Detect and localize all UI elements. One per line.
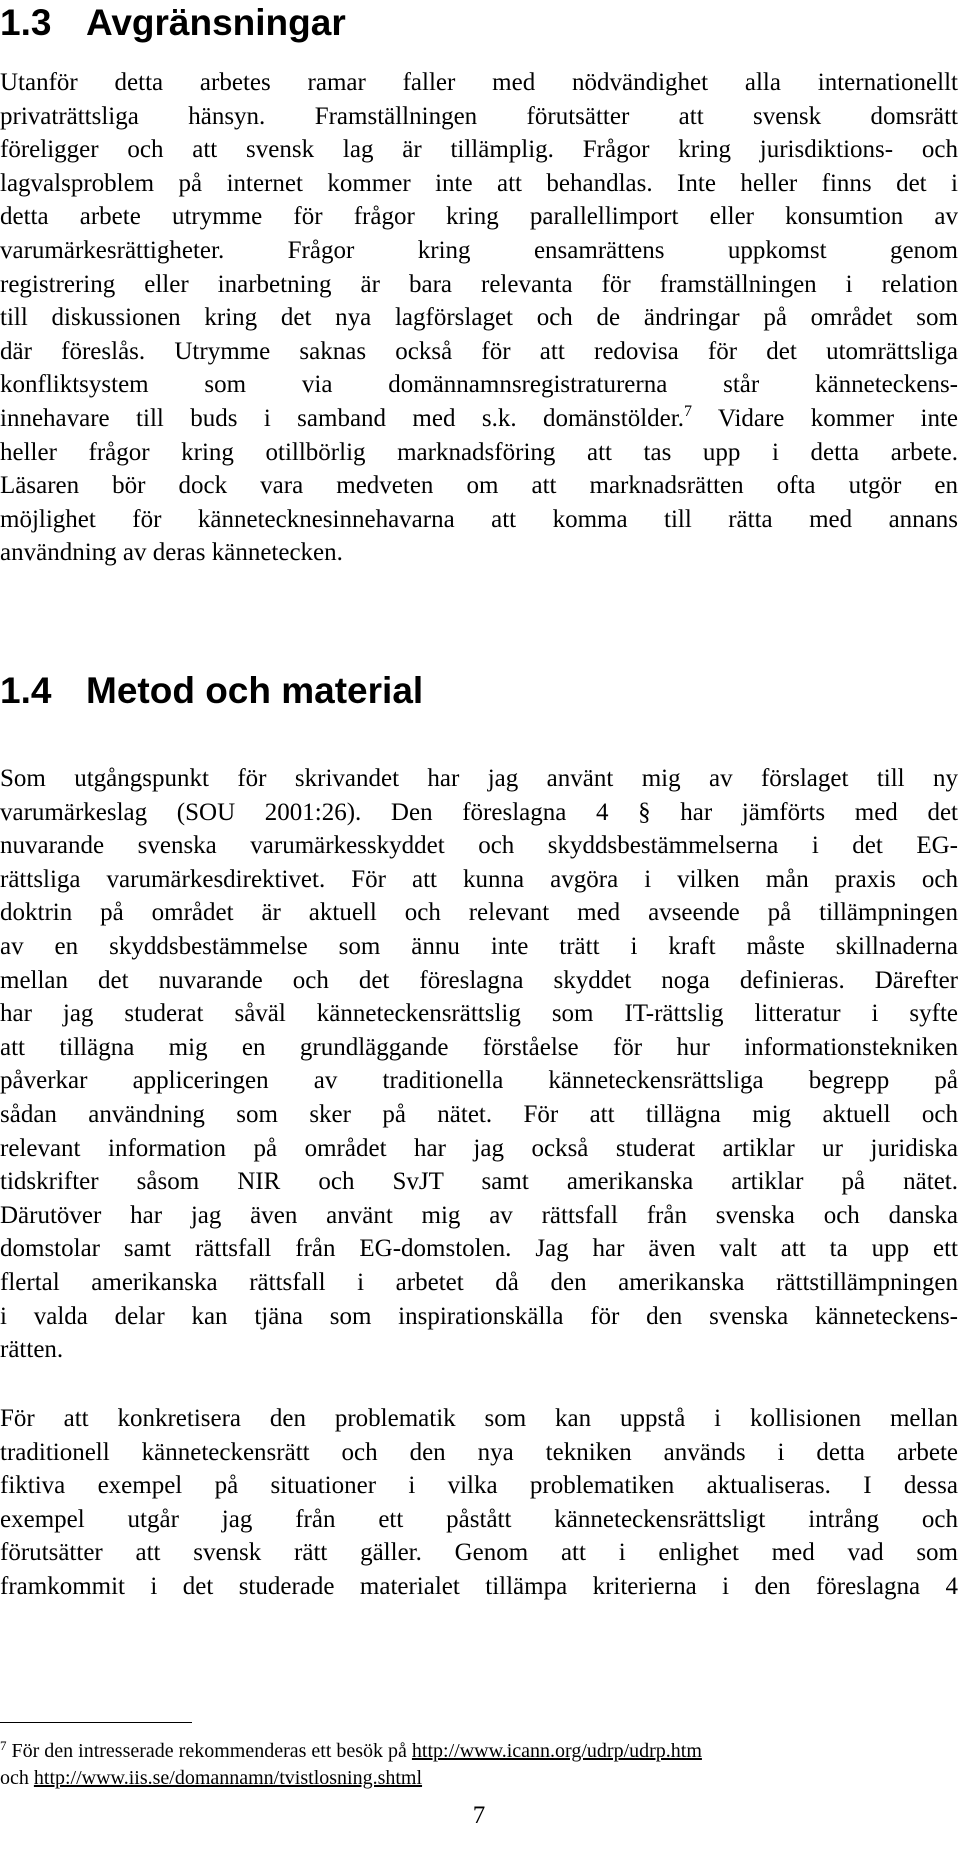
section-number: 1.3 xyxy=(0,2,52,43)
text-line: tidskrifter såsom NIR och SvJT samt amerikanska artiklar på nätet. xyxy=(0,1168,958,1196)
section-heading-1-3 xyxy=(0,2,346,44)
text-line: domstolar samt rättsfall från EG-domstolen. Jag har även valt att ta upp ett xyxy=(0,1235,958,1263)
footnote-separator xyxy=(0,1722,192,1723)
text-line: Därutöver har jag även använt mig av rättsfall från svenska och danska xyxy=(0,1201,958,1229)
text-line: förutsätter att svensk rätt gäller. Genom att i enlighet med vad som xyxy=(0,1539,958,1567)
text-segment: Vidare kommer inte xyxy=(691,404,958,432)
section-heading-1-4 xyxy=(0,670,423,712)
text-line: privaträttsliga hänsyn. Framställningen förutsätter att svensk domsrätt xyxy=(0,102,958,130)
text-line: rätten. xyxy=(0,1336,64,1364)
text-line: heller frågor kring otillbörlig marknadsföring att tas upp i detta arbete. xyxy=(0,438,958,466)
section-number: 1.4 xyxy=(0,670,52,711)
text-line: lagvalsproblem på internet kommer inte att behandlas. Inte heller finns det i xyxy=(0,169,958,197)
text-line: detta arbete utrymme för frågor kring parallellimport eller konsumtion av xyxy=(0,203,958,231)
text-line: mellan det nuvarande och det föreslagna skyddet noga definieras. Därefter xyxy=(0,966,958,994)
section-title: Metod och material xyxy=(86,670,424,711)
text-line: varumärkesrättigheter. Frågor kring ensamrättens uppkomst genom xyxy=(0,236,958,264)
text-line: påverkar appliceringen av traditionella känneteckensrättsliga begrepp på xyxy=(0,1067,958,1095)
text-line: föreligger och att svensk lag är tillämplig. Frågor kring jurisdiktions- och xyxy=(0,136,958,164)
text-line: användning av deras kännetecken. xyxy=(0,539,343,567)
text-line: framkommit i det studerade materialet tillämpa kriterierna i den föreslagna 4 xyxy=(0,1572,958,1600)
footnote-link-iis[interactable]: http://www.iis.se/domannamn/tvistlosning.shtml xyxy=(33,1767,423,1789)
text-line: relevant information på området har jag också studerat artiklar ur juridiska xyxy=(0,1134,958,1162)
text-line: av en skyddsbestämmelse som ännu inte trätt i kraft måste skillnaderna xyxy=(0,932,958,960)
page-number: 7 xyxy=(472,1802,486,1829)
text-line-with-footnote xyxy=(0,402,958,436)
text-line: flertal amerikanska rättsfall i arbetet då den amerikanska rättstillämpningen xyxy=(0,1268,958,1296)
text-line: registrering eller inarbetning är bara relevanta för framställningen i relation xyxy=(0,270,958,298)
paragraph-metod-2 xyxy=(0,1402,958,1604)
text-line: Som utgångspunkt för skrivandet har jag använt mig av förslaget till ny xyxy=(0,765,958,792)
paragraph-avgransningar xyxy=(0,66,958,570)
text-line: fiktiva exempel på situationer i vilka problematiken aktualiseras. I dessa xyxy=(0,1472,958,1500)
footnote-text: För den intresserade rekommenderas ett besök på xyxy=(6,1740,412,1762)
text-line: möjlighet för kännetecknesinnehavarna att komma till rätta med annans xyxy=(0,505,958,533)
text-line: Utanför detta arbetes ramar faller med nödvändighet alla internationellt xyxy=(0,69,958,96)
section-title: Avgränsningar xyxy=(86,2,346,43)
text-line: exempel utgår jag från ett påstått känneteckensrättsligt intrång och xyxy=(0,1505,958,1533)
text-line: rättsliga varumärkesdirektivet. För att kunna avgöra i vilken mån praxis och xyxy=(0,865,958,893)
text-line: sådan användning som sker på nätet. För att tillägna mig aktuell och xyxy=(0,1100,958,1128)
text-line: nuvarande svenska varumärkesskyddet och skyddsbestämmelserna i det EG- xyxy=(0,832,958,860)
text-line: konfliktsystem som via domännamnsregistraturerna står känneteckens- xyxy=(0,371,958,399)
paragraph-metod-1 xyxy=(0,762,958,1367)
footnote-text: och xyxy=(0,1767,34,1789)
footnote-ref[interactable]: 7 xyxy=(683,402,692,420)
text-line: till diskussionen kring det nya lagförslaget och de ändringar på området som xyxy=(0,304,958,332)
text-line: För att konkretisera den problematik som kan uppstå i kollisionen mellan xyxy=(0,1405,958,1432)
footnote-number: 7 xyxy=(0,1738,7,1753)
text-line: Läsaren bör dock vara medveten om att marknadsrätten ofta utgör en xyxy=(0,472,958,500)
text-line: i valda delar kan tjäna som inspirationskälla för den svenska känneteckens- xyxy=(0,1302,958,1330)
footnote-line xyxy=(0,1732,958,1765)
text-line: varumärkeslag (SOU 2001:26). Den föreslagna 4 § har jämförts med det xyxy=(0,798,958,826)
text-line: där föreslås. Utrymme saknas också för att redovisa för det utomrättsliga xyxy=(0,337,958,365)
text-line: att tillägna mig en grundläggande förståelse för hur informationstekniken xyxy=(0,1033,958,1061)
text-line: traditionell känneteckensrätt och den nya tekniken används i detta arbete xyxy=(0,1438,958,1466)
text-line: doktrin på området är aktuell och relevant med avseende på tillämpningen xyxy=(0,899,958,927)
footnote-line xyxy=(0,1765,958,1792)
text-segment: innehavare till buds i samband med s.k. domänstölder. xyxy=(0,404,684,432)
footnote-link-icann[interactable]: http://www.icann.org/udrp/udrp.htm xyxy=(411,1740,702,1762)
text-line: har jag studerat såväl känneteckensrättslig som IT-rättslig litteratur i syfte xyxy=(0,1000,958,1028)
footnote xyxy=(0,1732,958,1792)
